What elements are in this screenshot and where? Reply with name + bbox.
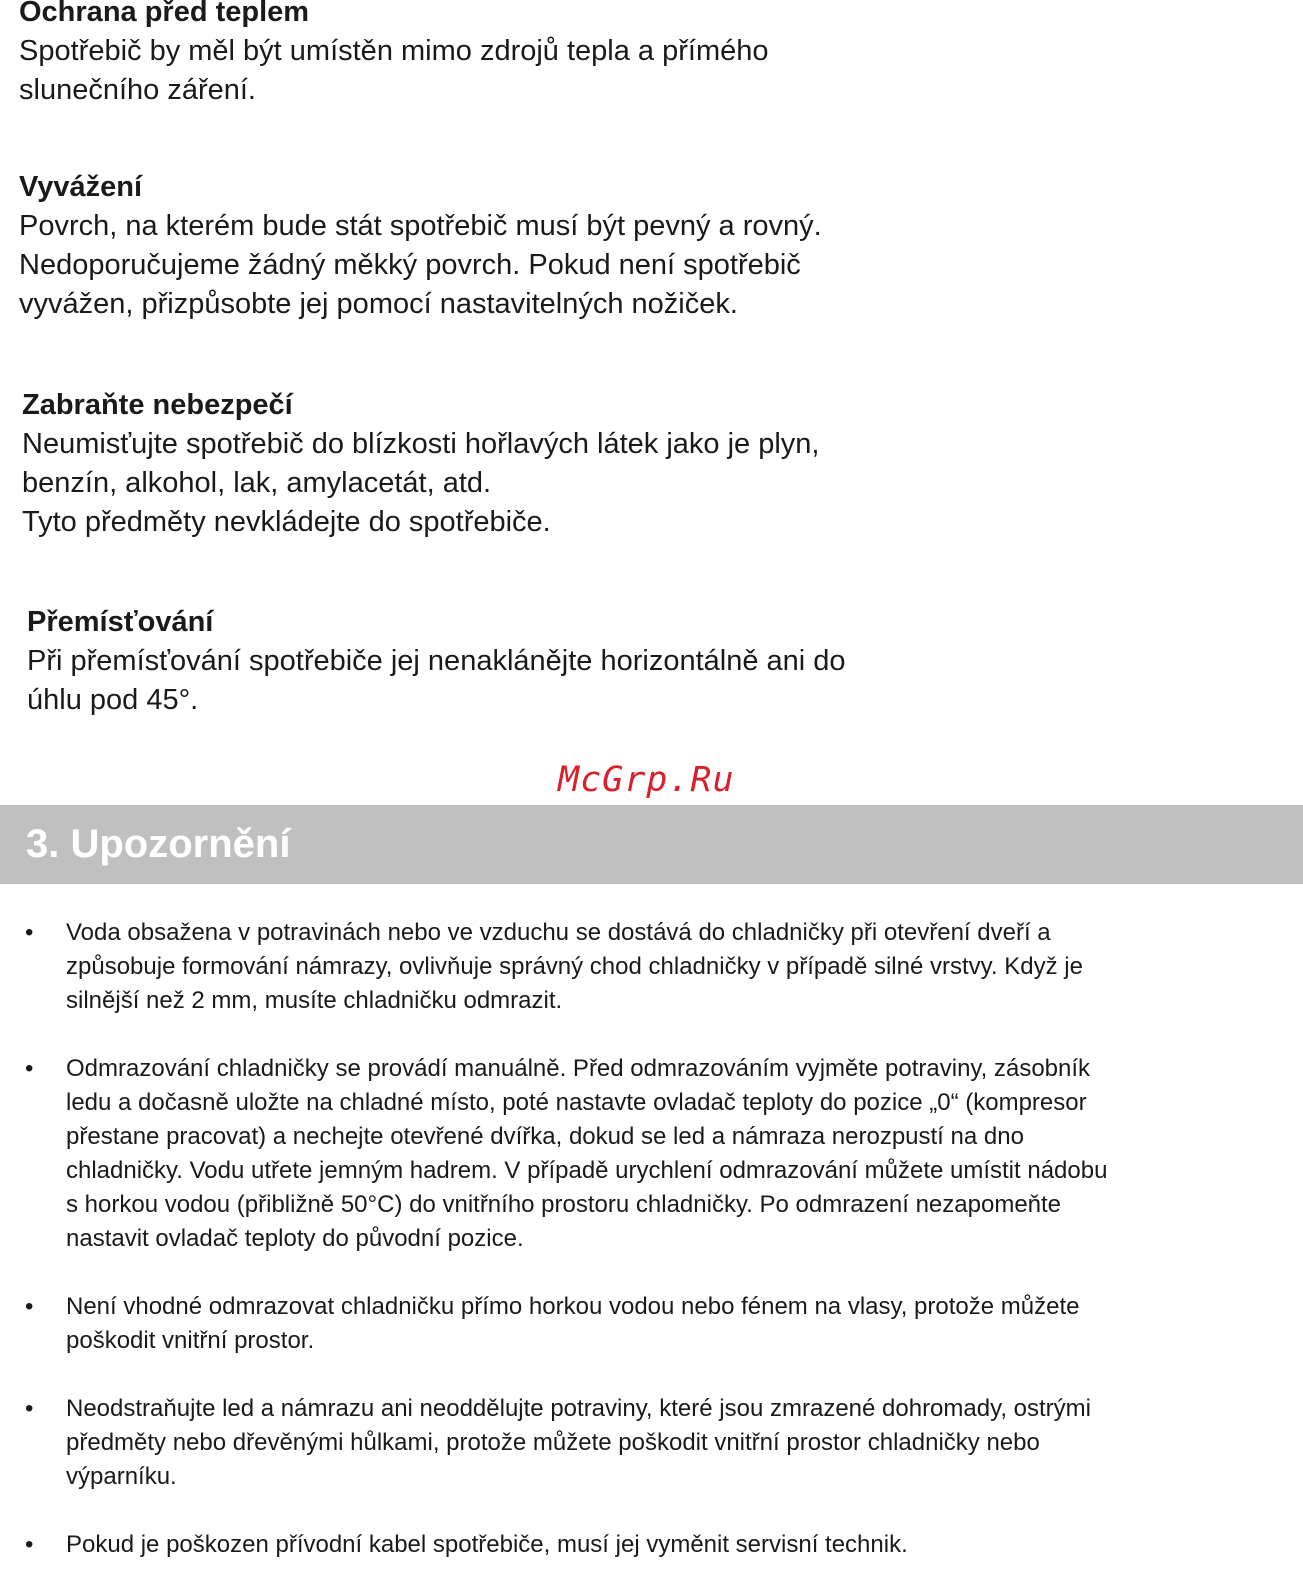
watermark: McGrp.Ru (558, 760, 735, 800)
section-balancing (19, 168, 822, 324)
list-item-line: předměty nebo dřevěnými hůlkami, protože můžete poškodit vnitřní prostor chladničky nebo (66, 1429, 1040, 1456)
section-text-line: Nedoporučujeme žádný měkký povrch. Pokud není spotřebič (19, 249, 801, 281)
list-item-line: nastavit ovladač teploty do původní pozice. (66, 1225, 524, 1252)
section-heading: Ochrana před teplem (19, 0, 310, 28)
section-heading: Vyvážení (19, 171, 143, 203)
list-item-line: výparníku. (66, 1463, 177, 1490)
chapter-banner (0, 805, 1303, 884)
section-heading: Zabraňte nebezpečí (22, 389, 293, 421)
list-item-line: Voda obsažena v potravinách nebo ve vzduchu se dostává do chladničky při otevření dveří a (66, 919, 1051, 946)
list-item (0, 1052, 1303, 1256)
section-text-line: benzín, alkohol, lak, amylacetát, atd. (22, 467, 492, 499)
bullet-icon: • (25, 1293, 34, 1320)
list-item (0, 916, 1303, 1018)
section-text-line: Při přemísťování spotřebiče jej nenaklánějte horizontálně ani do (27, 645, 846, 677)
list-item-line: Není vhodné odmrazovat chladničku přímo horkou vodou nebo fénem na vlasy, protože můžete (66, 1293, 1080, 1320)
section-text-line: Neumisťujte spotřebič do blízkosti hořlavých látek jako je plyn, (22, 428, 820, 460)
section-moving (27, 603, 846, 720)
bullet-icon: • (25, 1395, 34, 1422)
list-item-line: Pokud je poškozen přívodní kabel spotřebiče, musí jej vyměnit servisní technik. (66, 1531, 908, 1558)
section-heading: Přemísťování (27, 606, 214, 638)
list-item-line: chladničky. Vodu utřete jemným hadrem. V případě urychlení odmrazování můžete umístit nádobu (66, 1157, 1108, 1184)
list-item-line: Odmrazování chladničky se provádí manuálně. Před odmrazováním vyjměte potraviny, zásobník (66, 1055, 1091, 1082)
list-item-line: způsobuje formování námrazy, ovlivňuje správný chod chladničky v případě silné vrstvy. Když je (66, 953, 1083, 980)
section-avoid-danger (22, 386, 819, 542)
section-text-line: úhlu pod 45°. (27, 684, 199, 716)
section-text-line: slunečního záření. (19, 74, 256, 106)
section-heat-protection (19, 0, 769, 110)
chapter-title: 3. Upozornění (26, 822, 291, 866)
list-item-line: silnější než 2 mm, musíte chladničku odmrazit. (66, 987, 563, 1014)
bullet-icon: • (25, 1055, 34, 1082)
section-text-line: vyvážen, přizpůsobte jej pomocí nastavitelných nožiček. (19, 288, 738, 320)
list-item (0, 1290, 1303, 1358)
bullet-icon: • (25, 1531, 34, 1558)
list-item-line: ledu a dočasně uložte na chladné místo, poté nastavte ovladač teploty do pozice „0“ (kompresor (66, 1089, 1087, 1116)
bullet-icon: • (25, 919, 34, 946)
section-text-line: Tyto předměty nevkládejte do spotřebiče. (22, 506, 551, 538)
section-text-line: Povrch, na kterém bude stát spotřebič musí být pevný a rovný. (19, 210, 822, 242)
list-item-line: poškodit vnitřní prostor. (66, 1327, 315, 1354)
section-text-line: Spotřebič by měl být umístěn mimo zdrojů tepla a přímého (19, 35, 769, 67)
list-item-line: s horkou vodou (přibližně 50°C) do vnitřního prostoru chladničky. Po odmrazení nezapomeňte (66, 1191, 1062, 1218)
warning-list (0, 916, 1303, 1596)
list-item (0, 1528, 1303, 1562)
list-item (0, 1392, 1303, 1494)
list-item-line: Neodstraňujte led a námrazu ani neoddělujte potraviny, které jsou zmrazené dohromady, ostrými (66, 1395, 1091, 1422)
list-item-line: přestane pracovat) a nechejte otevřené dvířka, dokud se led a námraza nerozpustí na dno (66, 1123, 1024, 1150)
